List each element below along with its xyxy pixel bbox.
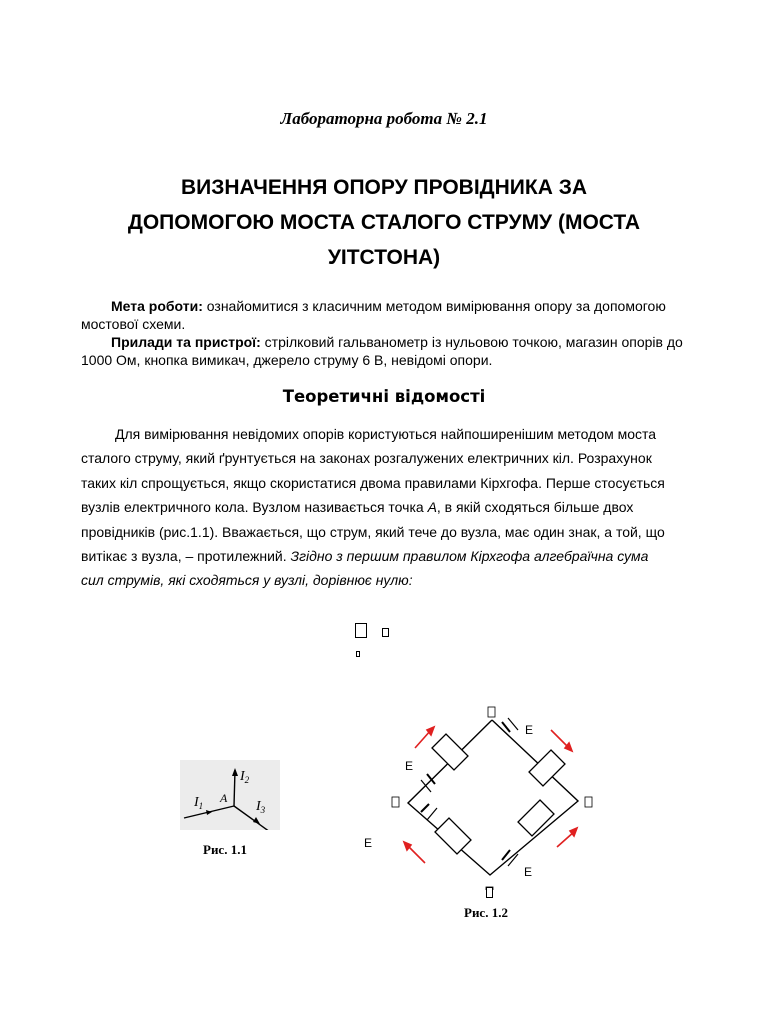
main-title-line-1: ВИЗНАЧЕННЯ ОПОРУ ПРОВІДНИКА ЗА [180,176,588,199]
resistor-top-left [432,734,468,770]
goal-text: ознайомитися з класичним методом вимірювання опору за допомогою мостової схеми. [81,298,666,332]
devices-paragraph [81,333,691,369]
theory-line-1: Для вимірювання невідомих опорів користуються найпоширенішим методом моста [115,426,657,442]
theory-line-6 [81,544,676,568]
emf-label-left: E [405,759,414,773]
main-title [70,170,698,275]
node-bottom-box [486,887,493,898]
emf-label-top: E [525,723,534,737]
battery-lower-left [421,804,437,820]
resistor-bottom-right [518,800,554,836]
theory-line-2: сталого струму, який ґрунтується на законах розгалужених електричних кіл. Розрахунок [81,450,652,467]
formula-placeholder-large [355,623,367,638]
node-a-italic: А [427,499,437,516]
emf-label-outside: E [364,836,373,850]
node-top-placeholder [488,707,495,717]
figure-1-1 [180,760,280,830]
emf-label-bottom: E [524,865,533,879]
label-i3: $I_3$ [256,799,266,815]
theory-line-4-b: , в якій сходяться більше двох [436,499,634,516]
figure-1-2 [385,700,595,890]
node-right-placeholder [585,797,592,807]
theory-line-3: таких кіл спрощується, якщо скористатися двома правилами Кірхгофа. Перше стосується [81,474,665,491]
current-arrows [404,727,577,863]
kirchhoff-rule-italic: Згідно з першим правилом Кірхгофа алгебраїчна сума [290,548,649,565]
figure-1-1-caption: Рис. 1.1 [203,842,247,857]
label-i2: $I_2$ [240,769,250,785]
label-i1: $I_1$ [194,795,204,811]
figure-1-2-caption: Рис. 1.2 [464,905,508,920]
goal-label: Мета роботи: [111,298,203,314]
resistor-bottom-left [435,818,471,854]
devices-text: стрілковий гальванометр із нульовою точкою, магазин опорів до 1000 Ом, кнопка вимикач, джерело струму 6 В, невідомі опори. [81,334,683,368]
theory-line-4-a: вузлів електричного кола. Вузлом називається точка [81,499,428,516]
section-title: Теоретичні відомості [282,387,486,406]
label-node-a: A [220,791,228,805]
node-left-placeholder [392,797,399,807]
kirchhoff-rule-italic-2: сил струмів, які сходяться у вузлі, дорівнює нулю: [81,572,413,589]
main-title-line-3: УІТСТОНА) [327,246,441,269]
lab-title: Лабораторна робота № 2.1 [280,109,488,128]
goal-section [81,297,691,369]
theory-line-4 [81,495,676,519]
theory-line-7 [81,568,676,592]
theory-line-5: провідників (рис.1.1). Вважається, що струм, який тече до вузла, має один знак, а той, що [81,523,665,540]
main-title-line-2: ДОПОМОГОЮ МОСТА СТАЛОГО СТРУМУ (МОСТА [127,211,641,234]
goal-paragraph [81,297,691,333]
devices-label: Прилади та пристрої: [111,334,261,350]
bridge-wire-loop [408,720,578,875]
formula-placeholder-small [382,628,389,637]
battery-top [502,718,518,732]
resistor-top-right [529,750,565,786]
formula-placeholder-tiny [356,651,360,657]
theory-paragraph [81,422,676,593]
theory-line-6-a: витікає з вузла, – протилежний. [81,548,291,565]
